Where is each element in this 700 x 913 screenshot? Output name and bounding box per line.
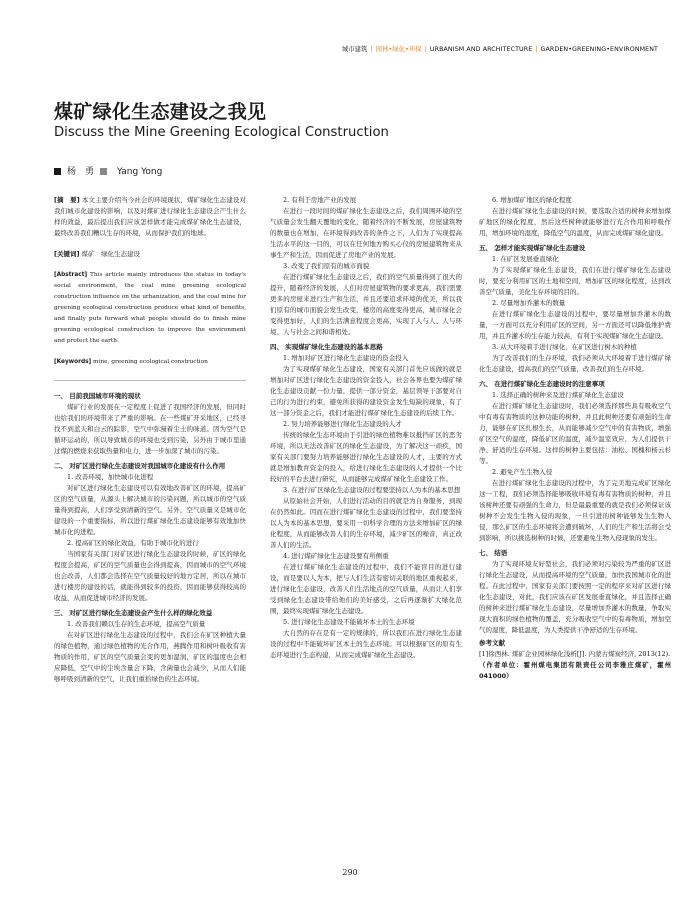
block-label: [摘 要] (54, 196, 80, 204)
block-text: mine, greening ecological construction (91, 359, 208, 365)
text-column-1 (54, 195, 246, 685)
paragraph: 1. 增加对矿区进行绿化生态建设的资金投入 (283, 354, 409, 362)
author-line (54, 164, 162, 177)
divider (54, 380, 246, 381)
paragraph: 煤矿行业的发展在一定程度上促进了我国经济的发展，但同时也给我们的环境带来了严重的影响。在一些煤矿开采地区，已经寻找不到蓝天和白云的踪影，空气中弥漫着尘土的味道。因为空气是循环运动的，所以导致城市的环境也受到污染，另外由于城市里通过煤的燃烧来获取热量和电力，进一步加深了城市的污染。 (54, 403, 246, 455)
section-heading: 六、 在进行煤矿绿化生态建设时的注意事项 (479, 380, 605, 388)
paragraph: 为了实现环境友好型社会，我们必须对污染较为严重的矿区进行绿化生态建设，从而提高环境的空气质量，加快我国城市化的进程。在此过程中，国家有关部门要按照一定的程序来对矿区进行绿化生态建设，对此，我们应该在矿区发展垂直绿化，并且选择正确的树种来进行煤矿绿化生态建设，尽量增加乔灌木的数量，争取实现大面积的绿色植物的覆盖，充分吸收空气中的有毒物质，增加空气的湿度，降低温度，为人类提供干净舒适的生存环境。 (479, 560, 671, 634)
section-heading: 四、 实现煤矿绿化生态建设的基本思路 (270, 343, 383, 351)
section-heading: 七、 结语 (479, 549, 508, 557)
paragraph: 2. 努力培养能够进行绿化生态建设的人才 (283, 420, 402, 428)
page-number: 290 (342, 868, 358, 877)
running-header: 城市建筑 | 园林•绿化•环保 | URBANISM AND ARCHITECTURE | GARDEN•GREENING•ENVIRONMENT (341, 46, 658, 53)
paragraph: 从原始社会开始，人们进行活动的目的就是为自身服务，到现在仍然如此。因而在进行煤矿绿化生态建设的过程中，我们要坚持以人为本的基本思想，要采用一切科学合理的方法来增加矿区的绿化程度，从而能够改善人们的生存环境，减少矿区的噪音，真正改善人们的生活。 (270, 497, 462, 549)
author-name-zh: 杨 勇 (67, 167, 95, 177)
paragraph: 传统的绿化生态环境由于引进的绿色植物难以抵挡矿区的恶劣环境，所以无法改善矿区的绿化生态建设，为了解决这一顽疾，国家有关部门要努力培养能够进行绿化生态建设的人才，主要的方式就是增加教育资金的投入，给进行绿化生态建设的人才提供一个比较好的平台去进行研究，从而能够完成煤矿绿化生态建设工作。 (270, 431, 462, 483)
paragraph: 对矿区进行绿化生态建设可以有效地改善矿区的环境，提高矿区的空气质量，从源头上解决城市的污染问题，所以城市的空气质量得到提高，人们享受到清新的空气。另外，空气质量又是城市化建设的一个重要指标，所以进行煤矿绿化生态建设能够有效地加快城市化的进程。 (54, 484, 246, 536)
paragraph: 2. 有利于房地产业的发展 (283, 196, 357, 204)
block-text: 本文主要介绍当今社会的环境现状，煤矿绿化生态建设对我们城市化建设的影响，以及对煤矿进行绿化生态建设会产生什么样的效益，最后提出我们应该怎样做才能完成煤矿绿化生态建设，最终改善我们糟以生存的环境，从而保护我们的地球。 (54, 196, 246, 237)
block-label: [关键词] (54, 250, 80, 258)
abstract-block (54, 195, 246, 239)
section-heading: 一、 目前我国城市环境的现状 (54, 392, 141, 400)
reference-item: [1]徐西林. 煤矿企业园林绿化浅析[J]. 内蒙古煤炭经济, 2013(12). (479, 650, 671, 658)
paragraph: 在进行煤矿绿化生态建设的过程中，为了完美地完成矿区绿化这一工程，我们必须选择能够吸收环境有毒有害物质的树种，并且该树种还要有顽强的生命力，但是最最重要的就是我们必须保证该树种不会发生生物入侵的现象，一旦引进的树种能够发生生物入侵，那么矿区的生态环境将会遭到破坏，人们的生产和生活将会受到影响，所以挑选树种的时候，还要避免生物入侵现象的发生。 (479, 479, 671, 542)
paragraph: 为了实现煤矿绿化生态建设，国家有关部门首先应该做的就是增加对矿区进行绿化生态建设的资金投入，社会各界也要为煤矿绿化生态建设贡献一份力量，提供一部分资金，基层领导干部要对自己的行为进行约束，避免所获得的建设资金发生短缺的现象，有了这一部分资金之后，我们才能进行煤矿绿化生态建设的后续工作。 (270, 365, 462, 417)
abstract-block (54, 249, 246, 260)
text-column-2 (270, 195, 462, 661)
abstract-en-block (54, 270, 246, 347)
paragraph: 2. 避免产生生物入侵 (492, 468, 553, 476)
paragraph: 在进行煤矿绿化生态建设时，我们必须选择那些具有吸收空气中有毒有害物质的这种功能的树种，并且此树种还要有顽强的生命力，能够在矿区扎根生长，从而能够减少空气中的有害物质，增强矿区空气的湿度，降低矿区的温度，减少温室效应，为人们提供干净、舒适的生存环境。这样的树种主要包括：油松、国槐和杨云杉等。 (479, 402, 671, 465)
paragraph: 在对矿区进行绿化生态建设的过程中，我们会在矿区种植大量的绿色植物，通过绿色植物的光合作用，燕腾作用和树叶吸收有害物质的作用，矿区的空气质量会变的更加湿润，矿区的温度也会相应降低，空气中的尘埃含量会下降，含菌量也会减少，从而人们能够呼吸到清新的空气，让我们重拾绿色的生态环境。 (54, 631, 246, 683)
paragraph: 在进行煤矿绿化生态建设的过程中，要尽量增加乔灌木的数量，一方面可以充分利用矿区的空间，另一方面还可以降低维护费用，并且乔灌木的生存能力较高，有利于实现煤矿绿化生态建设。 (479, 310, 671, 340)
author-name-en: Yang Yong (117, 167, 163, 177)
header-section: 城市建筑 (341, 46, 368, 53)
paragraph: 5. 进行绿化生态建设不能破坏本土的生态环境 (283, 618, 415, 626)
header-journal-en: URBANISM AND ARCHITECTURE (429, 46, 533, 53)
paragraph: 为了改善我们的生存环境，我们必须从大环境着手进行煤矿绿化生态建设，提高我们的空气质量，改善我们的生存环境。 (479, 354, 671, 373)
paragraph: 3. 改变了我们原有的城市面貌 (283, 262, 370, 270)
header-category-en: GARDEN•GREENING•ENVIRONMENT (540, 46, 658, 53)
paragraph: 2. 尽量增加乔灌木的数量 (492, 299, 566, 307)
paragraph: 3. 在进行矿区绿化生态建设的过程要坚持以人为本的基本思想 (283, 486, 461, 494)
header-category: 园林•绿化•环保 (375, 46, 422, 53)
text-column-3 (479, 195, 678, 682)
keywords-en-block (54, 357, 246, 368)
section-heading: 五、 怎样才能实现煤矿绿化生态建设 (479, 244, 586, 252)
paragraph: 2. 提高矿区的绿化效益，有助于城市化的进行 (67, 539, 199, 547)
section-heading: 二、 对矿区进行绿化生态建设对我国城市化建设有什么作用 (54, 462, 226, 470)
paragraph: 6. 增加煤矿地区的绿化程度 (492, 196, 572, 204)
paragraph: 在进行煤矿绿化生态建设的过程中，我们不能盲目的进行建设，而是要以人为本，把与人们生活有密切关联的地区重视起来，进行绿化生态建设，改善人们生活地点的空气质量，从而让人们享受到绿化生态建设带给他们的美好感受，之后再逐渐扩大绿化范围，最终实现煤矿绿化生态建设。 (270, 563, 462, 615)
section-heading: 三、 对矿区进行绿化生态建设会产生什么样的绿化效益 (54, 609, 213, 617)
paragraph: 1. 改善我们赖以生存的生态环境，提高空气质量 (67, 620, 206, 628)
paragraph: 1. 改善环境，加快城市化进程 (67, 473, 154, 481)
paragraph: 大自然的存在是有一定的规律的，所以我们在进行绿化生态建设的过程中不能破坏矿区本土的生态环境。可以根据矿区的原有生态环境进行生态构建，从而完成煤矿绿化生态建设。 (270, 629, 462, 659)
paragraph: 1. 在矿区发展垂直绿化 (492, 255, 559, 263)
block-text: This article mainly introduces the status in today's social environment, the coal mine greening ecological construction influence on the urbanization, and the coal mine for greening ecological construction produce what kind of benefits, and finally puts forward what people should do to finish mine greening ecological construction to improve the environment and protect the earth. (54, 272, 246, 344)
references-heading: 参考文献 (479, 639, 505, 647)
paragraph: 为了实现煤矿绿化生态建设，我们在进行煤矿绿化生态建设时，要充分利用矿区的土地和空间，增加矿区的绿化程度，达到改善空气质量，美化生存环境的目的。 (479, 266, 671, 296)
author-affiliation: （作者单位：霍州煤电集团有限责任公司李雅庄煤矿，霍州 041000） (479, 661, 678, 680)
article-title: 煤矿绿化生态建设之我见 (54, 101, 267, 123)
block-label: [Abstract] (54, 272, 88, 278)
block-label: [Keywords] (54, 359, 92, 365)
paragraph: 在进行煤矿绿化生态建设的时候，要选取合适的树种来增加煤矿地区的绿化程度，然后这些树种就能够进行光合作用和呼吸作用，增加环境的湿度，降低空气的温度，从而完成煤矿绿化建设。 (479, 207, 671, 237)
author-marker-icon (100, 168, 107, 175)
paragraph: 当国家有关部门对矿区进行绿化生态建设的时候，矿区的绿化程度会提高，矿区的空气质量也会得到提高，因而城市的空气环境也会改善，人们都会选择在空气质量较好的地方定居，所以在城市进行楼房的建设的话，就能得到较多的投资，因而能够获得较高的收益，从而促进城市经济的发展。 (54, 550, 246, 602)
paragraph: 3. 从大环境着手进行绿化，在矿区进行树木的种植 (492, 343, 637, 351)
article-title-en: Discuss the Mine Greening Ecological Construction (54, 125, 389, 140)
paragraph: 在进行一段时间的煤矿绿化生态建设之后，我们周围环境的空气质量会发生翻天覆地的变化，随着经济的不断发展，房屋建筑物的数量也在增加，在环境得到改善的条件之下，人们为了实现提高生活水平的这一目的，可以在任何地方购买心仪的房屋建筑物来从事生产和生活，因而促进了房地产业的发展。 (270, 207, 462, 259)
paragraph: 4. 进行煤矿绿化生态建设要有所侧重 (283, 552, 389, 560)
paragraph: 在进行煤矿绿化生态建设之后，我们的空气质量得到了很大的提升，随着经济的发展，人们对房屋建筑物的要求更高，我们需要更多的房屋来进行生产和生活，并且还要追求环境的优美，所以我们原有的城市面貌会发生改变，楼房的高度变得更高，城市绿化会变得更加好，人们的生活满意程度会更高，实现了人与人、人与环境、人与社会之间和谐相处。 (270, 273, 462, 336)
block-text: 煤矿 绿化生态建设 (79, 250, 141, 258)
paragraph: 1. 选择正确的树种来及进行煤矿绿化生态建设 (492, 391, 624, 399)
author-marker-icon (54, 168, 61, 175)
